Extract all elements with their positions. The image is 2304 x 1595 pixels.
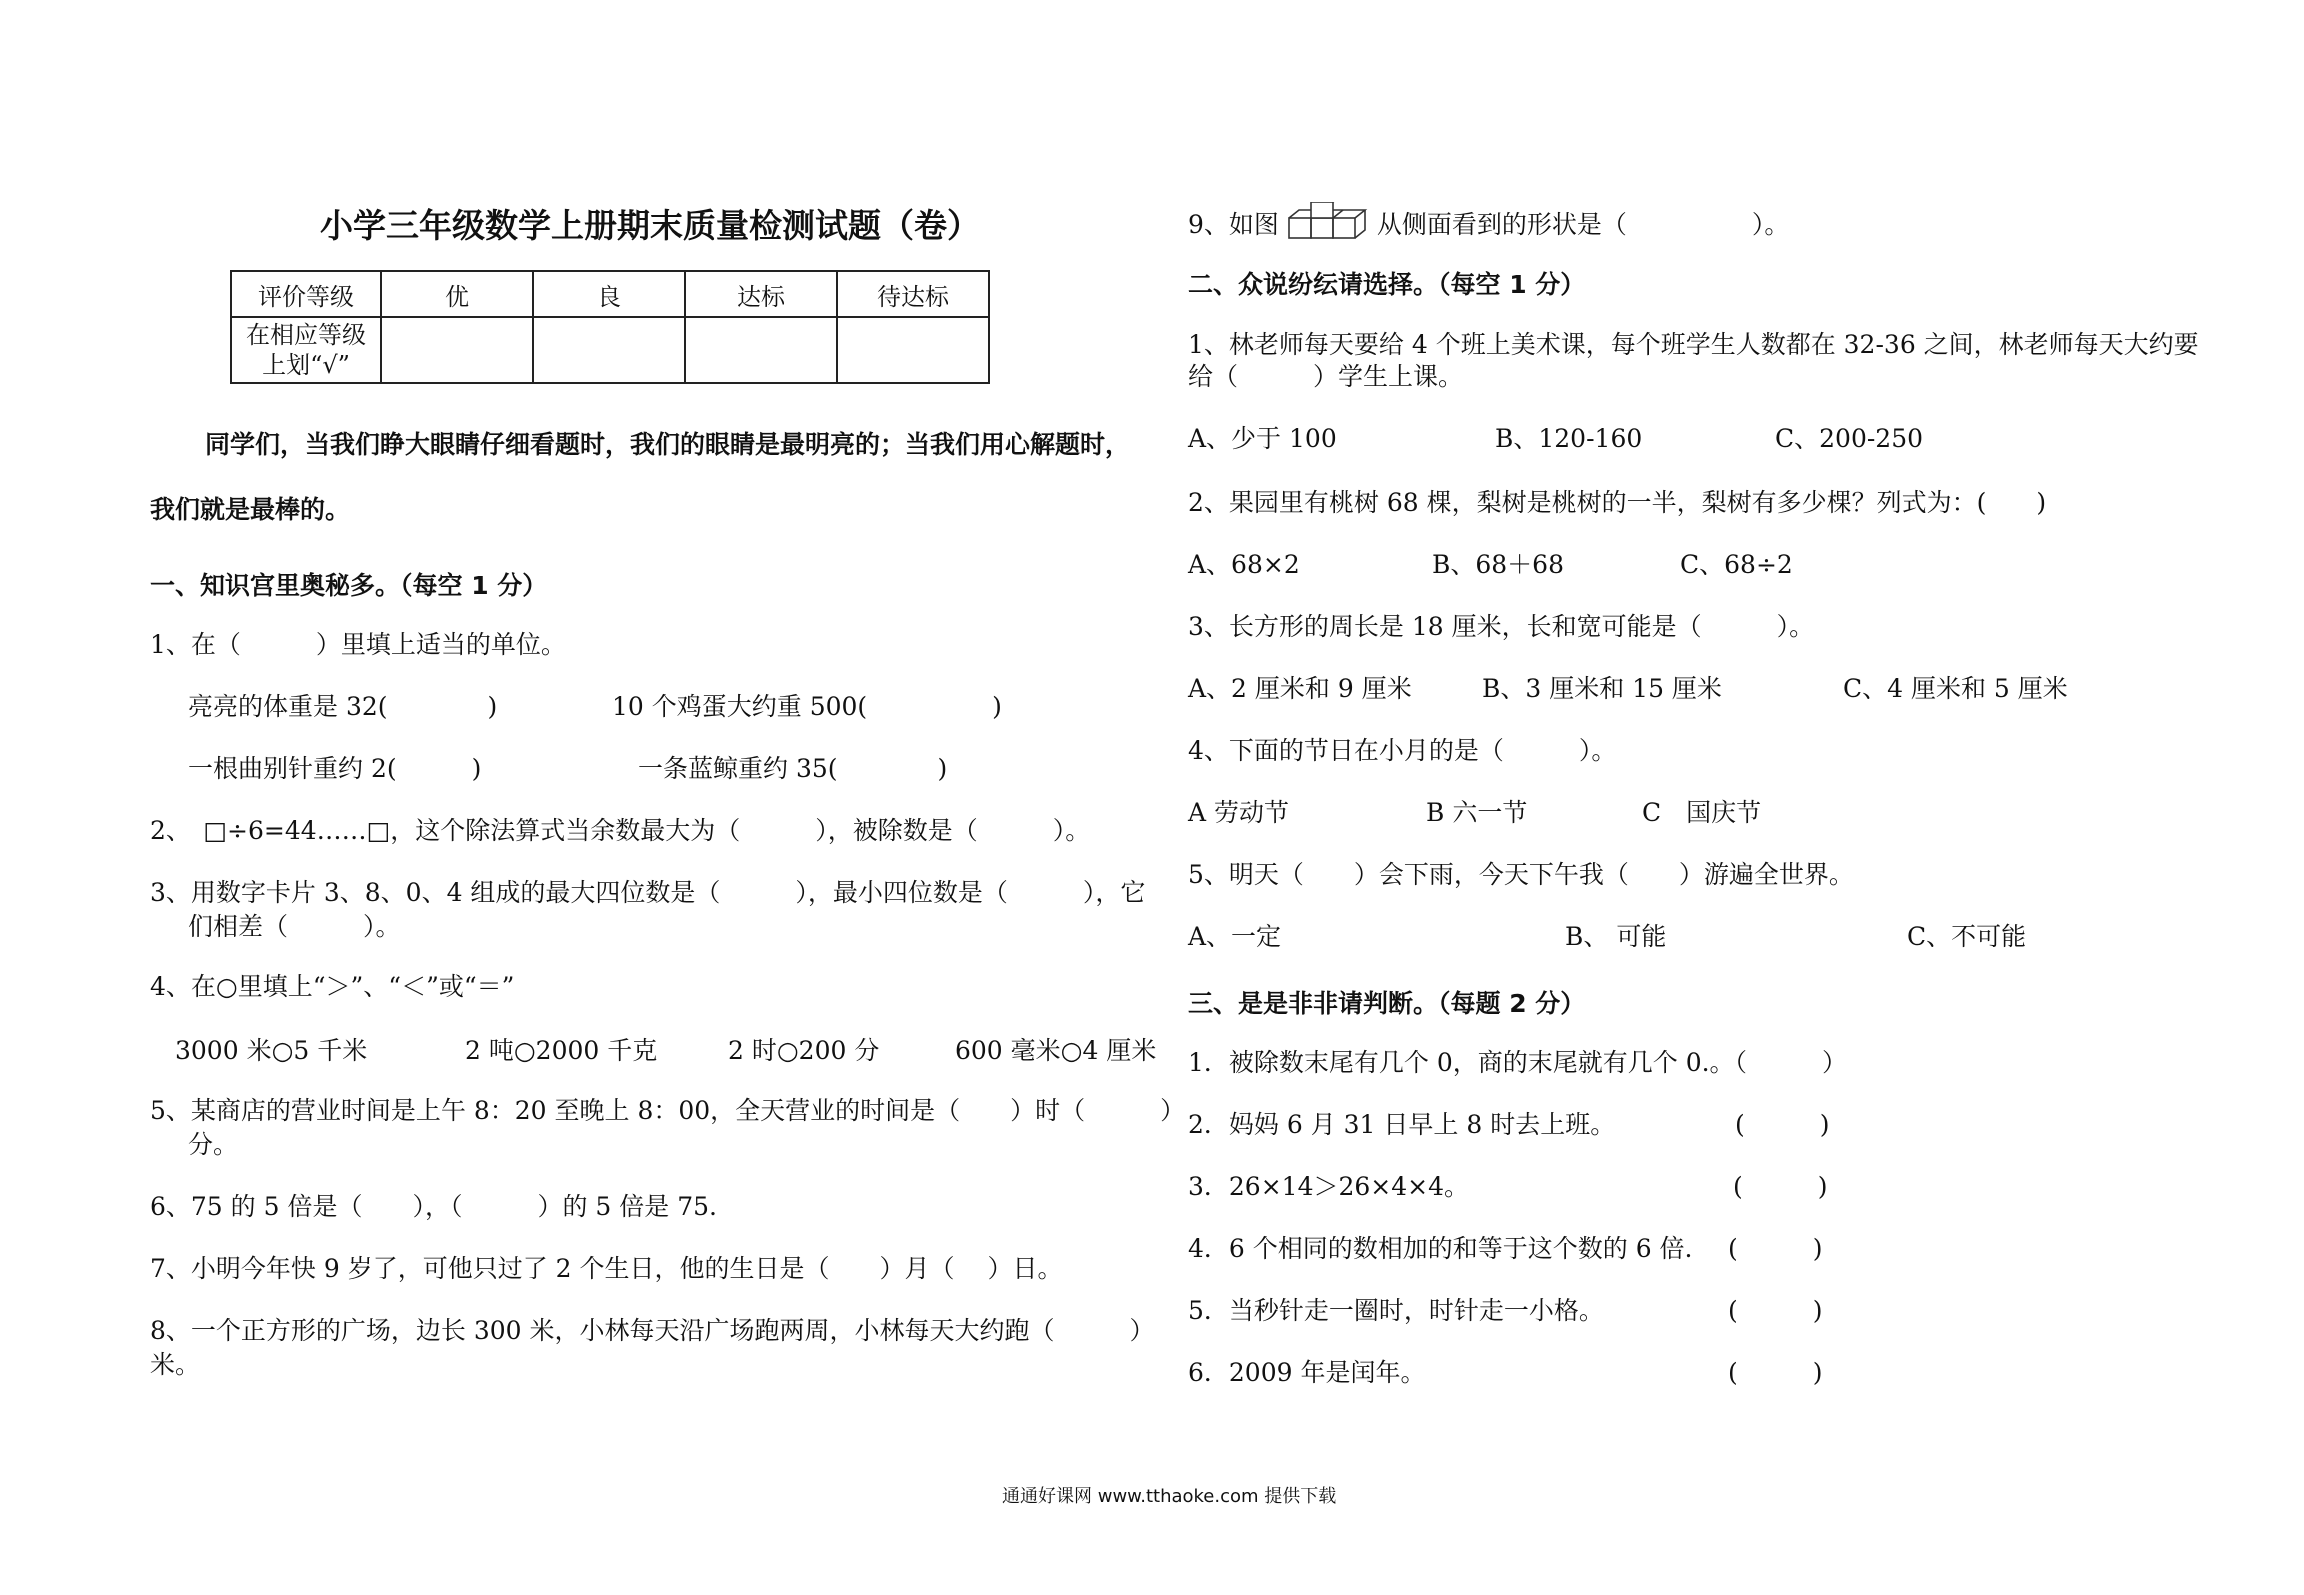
s1-q7: 7、小明今年快 9 岁了，可他只过了 2 个生日，他的生日是（ ）月（ ）日。	[150, 1254, 1063, 1283]
s1-q2: 2、 □÷6=44……□，这个除法算式当余数最大为（ ），被除数是（ ）。	[150, 816, 1091, 845]
grade-cell	[381, 317, 533, 383]
s1-q9-suffix: 从侧面看到的形状是（ ）。	[1376, 210, 1790, 239]
s1-q4-c: 2 时○200 分	[728, 1036, 880, 1065]
s3-q2-paren: ( )	[1735, 1110, 1830, 1139]
s2-q3-b: B、3 厘米和 15 厘米	[1482, 674, 1722, 703]
s1-q9-prefix: 9、如图	[1188, 210, 1279, 239]
grade-header: 评价等级	[231, 271, 381, 317]
s2-q1-a: A、少于 100	[1188, 424, 1337, 453]
s2-q2-a: A、68×2	[1188, 550, 1300, 579]
grade-cell	[533, 317, 685, 383]
s2-q1-line2: 给（ ）学生上课。	[1188, 362, 1464, 391]
s2-q5-b: B、 可能	[1565, 922, 1667, 951]
s3-q1: 1．被除数末尾有几个 0，商的末尾就有几个 0.。（ ）	[1188, 1048, 1848, 1077]
section3-heading: 三、是是非非请判断。（每题 2 分）	[1188, 989, 1586, 1018]
grade-cell	[685, 317, 837, 383]
s2-q3-c: C、4 厘米和 5 厘米	[1843, 674, 2068, 703]
s1-q4-b: 2 吨○2000 千克	[465, 1036, 658, 1065]
s2-q1-c: C、200-250	[1775, 424, 1924, 453]
intro-line1: 同学们，当我们睁大眼睛仔细看题时，我们的眼睛是最明亮的；当我们用心解题时，	[205, 430, 1131, 459]
grade-header: 良	[533, 271, 685, 317]
s2-q2-b: B、68＋68	[1432, 550, 1564, 579]
grade-row-label-line2: 上划“√”	[262, 351, 350, 379]
s2-q4-a: A 劳动节	[1188, 798, 1290, 827]
s3-q6-paren: ( )	[1728, 1358, 1823, 1387]
s1-q1-a: 亮亮的体重是 32( )	[188, 692, 498, 721]
s3-q3-paren: ( )	[1733, 1172, 1828, 1201]
page-title: 小学三年级数学上册期末质量检测试题（卷）	[320, 206, 980, 245]
s2-q3: 3、长方形的周长是 18 厘米，长和宽可能是（ ）。	[1188, 612, 1815, 641]
s2-q2: 2、果园里有桃树 68 棵，梨树是桃树的一半，梨树有多少棵？列式为：( )	[1188, 488, 2047, 517]
s1-q9	[1188, 202, 1789, 251]
s2-q1-b: B、120-160	[1495, 424, 1643, 453]
section2-heading: 二、众说纷纭请选择。（每空 1 分）	[1188, 270, 1586, 299]
s2-q4-b: B 六一节	[1426, 798, 1528, 827]
s1-q8-line2: 米。	[150, 1350, 201, 1379]
section1-heading: 一、知识宫里奥秘多。（每空 1 分）	[150, 571, 548, 600]
s2-q4-c: C 国庆节	[1642, 798, 1762, 827]
s1-q1-c: 一根曲别针重约 2( )	[188, 754, 482, 783]
s2-q4: 4、下面的节日在小月的是（ ）。	[1188, 736, 1617, 765]
footer-credit: 通通好课网 www.tthaoke.com 提供下载	[1002, 1486, 1337, 1507]
s2-q2-c: C、68÷2	[1680, 550, 1793, 579]
s3-q3: 3．26×14＞26×4×4。	[1188, 1172, 1469, 1201]
s3-q6: 6．2009 年是闰年。	[1188, 1358, 1426, 1387]
intro-line2: 我们就是最棒的。	[150, 495, 351, 524]
s1-q6: 6、75 的 5 倍是（ ），（ ）的 5 倍是 75.	[150, 1192, 717, 1221]
grade-table	[230, 270, 990, 384]
s3-q5: 5．当秒针走一圈时，时针走一小格。	[1188, 1296, 1604, 1325]
s1-q4: 4、在○里填上“＞”、“＜”或“＝”	[150, 972, 515, 1001]
s3-q2: 2．妈妈 6 月 31 日早上 8 时去上班。	[1188, 1110, 1616, 1139]
s2-q1-line1: 1、林老师每天要给 4 个班上美术课，每个班学生人数都在 32-36 之间，林老师每天大约要	[1188, 330, 2199, 359]
s2-q5: 5、明天（ ）会下雨，今天下午我（ ）游遍全世界。	[1188, 860, 1854, 889]
s2-q5-c: C、不可能	[1907, 922, 2027, 951]
s1-q1-b: 10 个鸡蛋大约重 500( )	[612, 692, 1002, 721]
s3-q5-paren: ( )	[1728, 1296, 1823, 1325]
s1-q4-a: 3000 米○5 千米	[175, 1036, 368, 1065]
grade-header: 优	[381, 271, 533, 317]
s1-q1-d: 一条蓝鲸重约 35( )	[638, 754, 948, 783]
s2-q3-a: A、2 厘米和 9 厘米	[1188, 674, 1412, 703]
s1-q1: 1、在（ ）里填上适当的单位。	[150, 630, 566, 659]
s1-q5-line2: 分。	[188, 1130, 239, 1159]
grade-row-label-line1: 在相应等级	[246, 321, 366, 349]
grade-header: 达标	[685, 271, 837, 317]
s3-q4: 4．6 个相同的数相加的和等于这个数的 6 倍.	[1188, 1234, 1693, 1263]
grade-cell	[837, 317, 989, 383]
s1-q3-line2: 们相差（ ）。	[188, 912, 401, 941]
s1-q8-line1: 8、一个正方形的广场，边长 300 米，小林每天沿广场跑两周，小林每天大约跑（ ）	[150, 1316, 1155, 1345]
grade-header: 待达标	[837, 271, 989, 317]
s1-q3-line1: 3、用数字卡片 3、8、0、4 组成的最大四位数是（ ），最小四位数是（ ），它	[150, 878, 1146, 907]
grade-row-label	[231, 317, 381, 383]
s3-q4-paren: ( )	[1728, 1234, 1823, 1263]
cubes-figure-icon	[1287, 202, 1369, 251]
s1-q4-d: 600 毫米○4 厘米	[955, 1036, 1157, 1065]
s1-q5-line1: 5、某商店的营业时间是上午 8：20 至晚上 8：00，全天营业的时间是（ ）时（ ）	[150, 1096, 1186, 1125]
s2-q5-a: A、一定	[1188, 922, 1282, 951]
